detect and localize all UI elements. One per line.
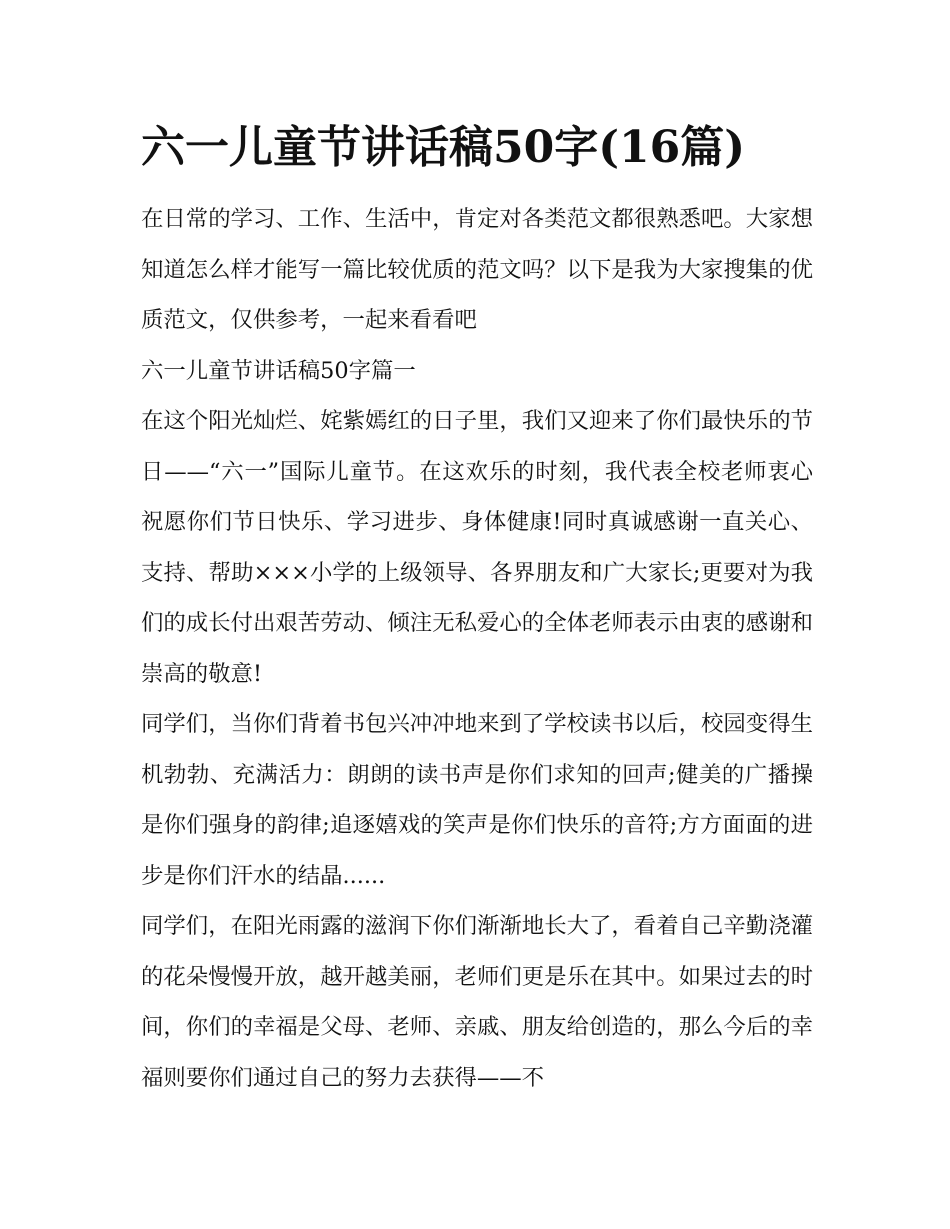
document-title: 六一儿童节讲话稿50字(16篇) [141,122,746,173]
intro-paragraph: 在日常的学习、工作、生活中，肯定对各类范文都很熟悉吧。大家想知道怎么样才能写一篇比较优质的范文吗？以下是我为大家搜集的优质范文，仅供参考，一起来看看吧 [141,206,813,333]
body-paragraph-1: 在这个阳光灿烂、姹紫嫣红的日子里，我们又迎来了你们最快乐的节日——“六一”国际儿童节。在这欢乐的时刻，我代表全校老师衷心祝愿你们节日快乐、学习进步、身体健康!同时真诚感谢一直关心、支持、帮助×××小学的上级领导、各界朋友和广大家长;更要对为我们的成长付出艰苦劳动、倾注无私爱心的全体老师表示由衷的感谢和崇高的敬意! [141,408,813,687]
body-paragraph-2: 同学们，当你们背着书包兴冲冲地来到了学校读书以后，校园变得生机勃勃、充满活力：朗朗的读书声是你们求知的回声;健美的广播操是你们强身的韵律;追逐嬉戏的笑声是你们快乐的音符;方方面面的进步是你们汗水的结晶...... [141,711,813,889]
document-page [141,112,813,1103]
body-paragraph-3: 同学们，在阳光雨露的滋润下你们渐渐地长大了，看着自己辛勤浇灌的花朵慢慢开放，越开越美丽，老师们更是乐在其中。如果过去的时间，你们的幸福是父母、老师、亲戚、朋友给创造的，那么今后的幸福则要你们通过自己的努力去获得——不 [141,913,813,1091]
section-heading: 六一儿童节讲话稿50字篇一 [141,357,416,384]
